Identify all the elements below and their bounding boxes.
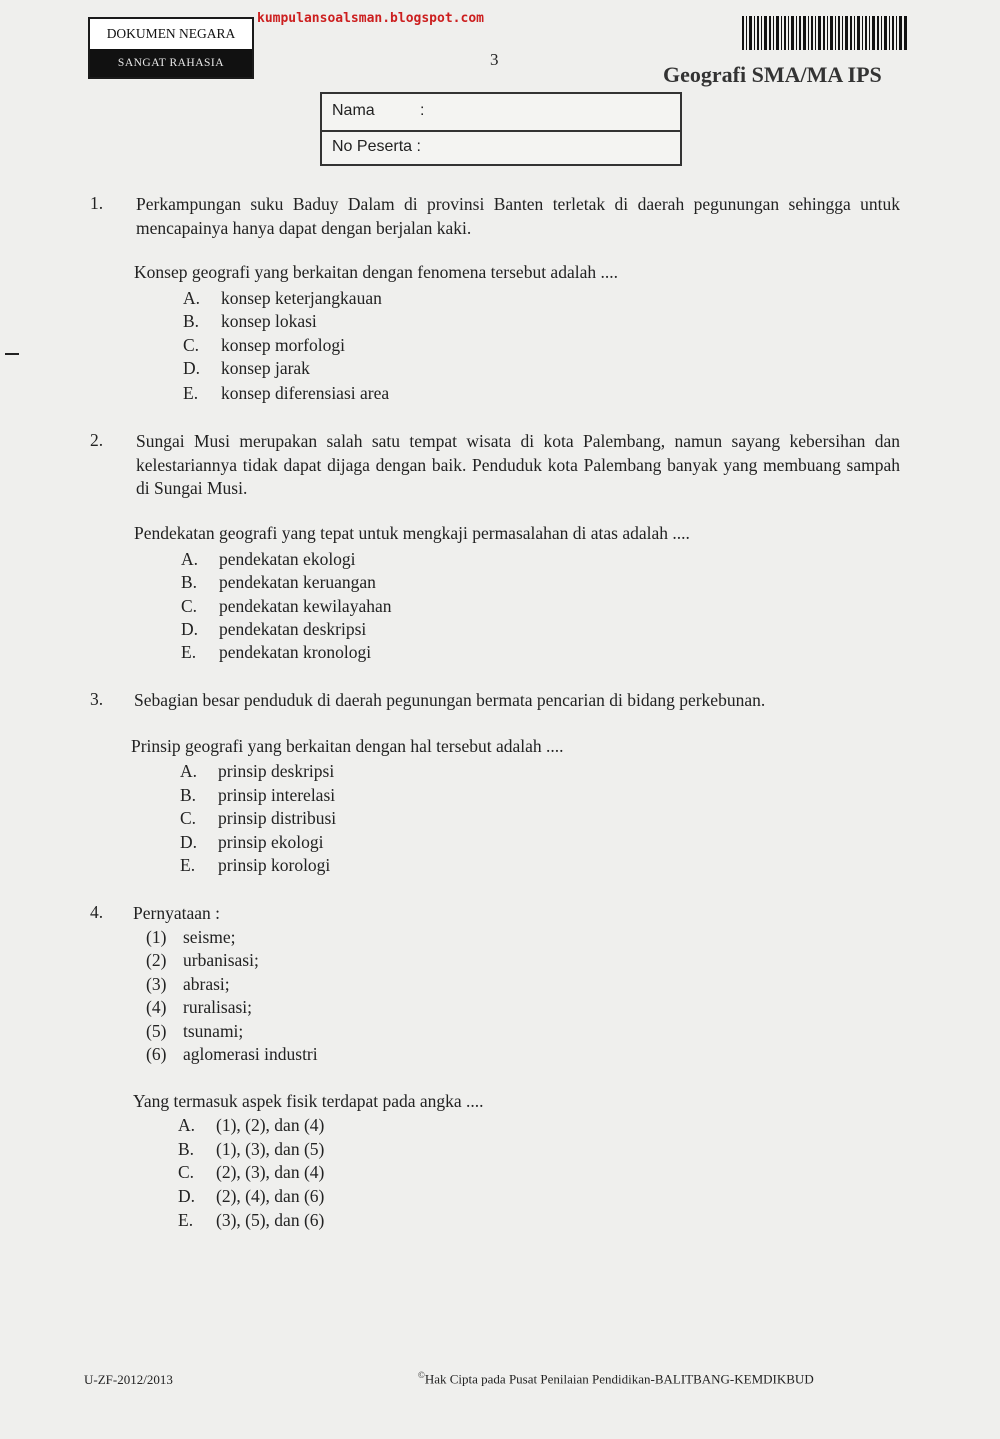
question-1-stem: Konsep geografi yang berkaitan dengan fenomena tersebut adalah .... [134, 262, 618, 282]
question-1-option-b: B. konsep lokasi [183, 311, 317, 331]
question-3-number: 3. [90, 689, 104, 709]
participant-label: No Peserta [332, 138, 413, 155]
question-1-option-a: A. konsep keterjangkauan [183, 288, 382, 308]
question-1-option-d: D. konsep jarak [183, 358, 310, 378]
subject-title: Geografi SMA/MA IPS [663, 62, 882, 87]
statement-3: (3) abrasi; [146, 974, 230, 994]
statement-1: (1) seisme; [146, 927, 236, 947]
statement-6: (6) aglomerasi industri [146, 1044, 318, 1064]
document-classification-box [88, 17, 254, 79]
participant-colon: : [416, 138, 421, 155]
question-4-text: Pernyataan : [133, 903, 220, 923]
question-4-option-d: D. (2), (4), dan (6) [178, 1186, 325, 1206]
margin-mark [5, 353, 19, 355]
question-3-option-e: E. prinsip korologi [180, 855, 331, 875]
name-colon: : [420, 102, 425, 119]
question-2-option-c: C. pendekatan kewilayahan [181, 596, 392, 616]
question-2-text: Sungai Musi merupakan salah satu tempat wisata di kota Palembang, namun sayang kebersihan dan kelestariannya tidak dapat dijaga dengan baik. Penduduk kota Palembang banyak yang membuang sampah di Sungai Musi. [136, 431, 900, 498]
question-2-option-e: E. pendekatan kronologi [181, 642, 372, 662]
question-3-option-c: C. prinsip distribusi [180, 808, 337, 828]
footer-code: U-ZF-2012/2013 [84, 1372, 173, 1387]
question-4-option-b: B. (1), (3), dan (5) [178, 1139, 325, 1159]
question-3-option-d: D. prinsip ekologi [180, 832, 324, 852]
statement-2: (2) urbanisasi; [146, 950, 259, 970]
statement-5: (5) tsunami; [146, 1021, 244, 1041]
barcode-icon [742, 16, 907, 50]
statement-4: (4) ruralisasi; [146, 997, 253, 1017]
copyright-mark: © [418, 1370, 425, 1380]
doc-class-top: DOKUMEN NEGARA [106, 26, 236, 41]
question-4-stem: Yang termasuk aspek fisik terdapat pada angka .... [133, 1091, 484, 1111]
question-4-number: 4. [90, 902, 104, 922]
name-row [322, 94, 680, 132]
question-3-stem: Prinsip geografi yang berkaitan dengan hal tersebut adalah .... [131, 736, 564, 756]
copyright-text: Hak Cipta pada Pusat Penilaian Pendidikan-BALITBANG-KEMDIKBUD [424, 1371, 814, 1387]
footer-copyright [418, 1370, 814, 1387]
name-label: Nama [332, 102, 375, 119]
question-3-option-b: B. prinsip interelasi [180, 785, 336, 805]
question-2-number: 2. [90, 430, 104, 450]
question-1-option-e: E. konsep diferensiasi area [183, 383, 390, 403]
question-1-number: 1. [90, 193, 104, 213]
question-4-option-e: E. (3), (5), dan (6) [178, 1210, 325, 1230]
question-4-option-a: A. (1), (2), dan (4) [178, 1115, 325, 1135]
question-4-option-c: C. (2), (3), dan (4) [178, 1162, 325, 1182]
question-2-option-a: A. pendekatan ekologi [181, 549, 356, 569]
question-1-text: Perkampungan suku Baduy Dalam di provinsi Banten terletak di daerah pegunungan sehingga untuk mencapainya hanya dapat dengan berjalan kaki. [136, 194, 900, 238]
doc-class-bottom: SANGAT RAHASIA [90, 49, 252, 77]
question-2-option-d: D. pendekatan deskripsi [181, 619, 367, 639]
question-2-stem: Pendekatan geografi yang tepat untuk mengkaji permasalahan di atas adalah .... [134, 523, 690, 543]
question-3-option-a: A. prinsip deskripsi [180, 761, 335, 781]
participant-row [322, 130, 680, 166]
question-3-text: Sebagian besar penduduk di daerah pegunungan bermata pencarian di bidang perkebunan. [134, 690, 766, 710]
blog-url: kumpulansoalsman.blogspot.com [257, 11, 484, 26]
question-2-option-b: B. pendekatan keruangan [181, 572, 376, 592]
page-number: 3 [490, 50, 499, 69]
question-1-option-c: C. konsep morfologi [183, 335, 345, 355]
identity-box [320, 92, 682, 166]
